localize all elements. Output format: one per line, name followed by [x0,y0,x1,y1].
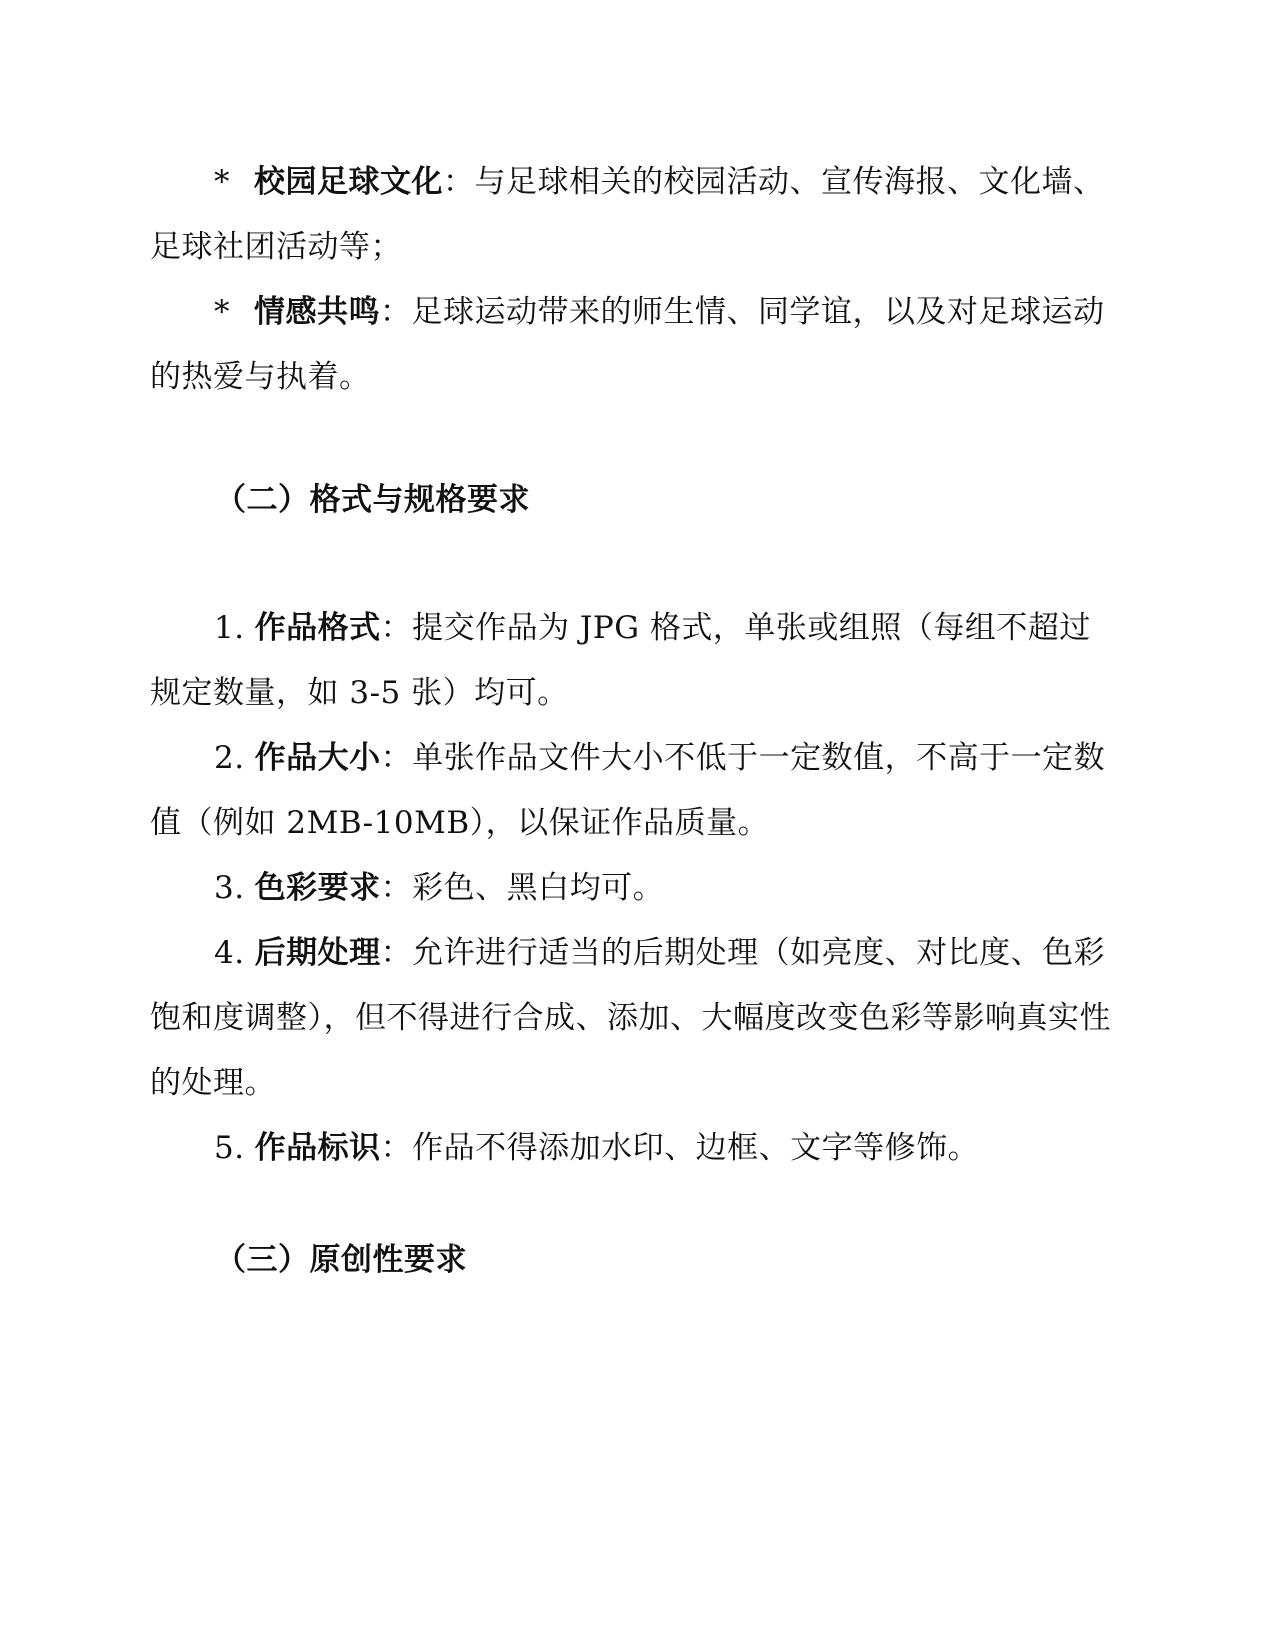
item-term: 后期处理 [254,935,381,971]
item-colon: ： [443,164,475,200]
bullet-marker: * [214,164,230,200]
item-text: 单张作品文件大小不低于一定数值，不高于一定数值（例如 2MB-10MB），以保证作品质量。 [150,740,1106,841]
section-heading: （三）原创性要求 [215,1242,467,1278]
item-text: 作品不得添加水印、边框、文字等修饰。 [412,1130,980,1166]
item-colon: ： [380,870,413,906]
item-colon: ： [380,610,413,646]
item-term: 情感共鸣 [254,294,380,330]
item-text: 提交作品为 JPG 格式，单张或组照（每组不超过规定数量，如 3-5 张）均可。 [150,610,1091,711]
list-item [150,150,1115,280]
item-term: 色彩要求 [254,870,381,906]
item-colon: ： [380,935,413,971]
item-term: 作品标识 [254,1130,381,1166]
section1-list [150,150,1115,410]
section-heading: （二）格式与规格要求 [215,482,530,518]
item-text: 彩色、黑白均可。 [412,870,665,906]
item-number: 2. [214,740,245,776]
item-term: 作品大小 [254,740,381,776]
list-item [150,726,1115,856]
item-text: 与足球相关的校园活动、宣传海报、文化墙、足球社团活动等； [150,164,1105,265]
item-number: 4. [214,935,245,971]
section2-list [150,596,1115,1181]
list-item [150,1116,1115,1181]
list-item [150,856,1115,921]
list-item [150,280,1115,410]
list-item [150,596,1115,726]
item-colon: ： [380,294,412,330]
item-term: 作品格式 [254,610,381,646]
item-number: 1. [214,610,245,646]
item-term: 校园足球文化 [254,164,443,200]
item-colon: ： [380,740,413,776]
item-text: 足球运动带来的师生情、同学谊，以及对足球运动的热爱与执着。 [150,294,1105,395]
item-text: 允许进行适当的后期处理（如亮度、对比度、色彩饱和度调整），但不得进行合成、添加、大幅度改变色彩等影响真实性的处理。 [150,935,1111,1101]
bullet-marker: * [214,294,230,330]
item-number: 5. [214,1130,245,1166]
list-item [150,921,1115,1116]
item-number: 3. [214,870,245,906]
item-colon: ： [380,1130,413,1166]
